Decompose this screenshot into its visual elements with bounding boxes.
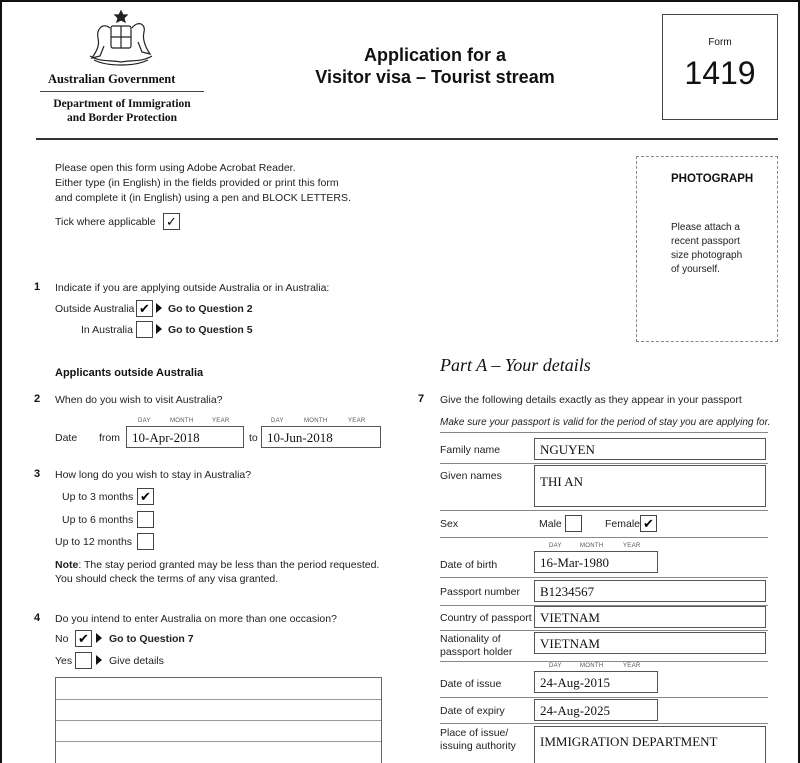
date-of-issue-field[interactable]: 24-Aug-2015 <box>534 671 658 693</box>
separator <box>440 661 768 662</box>
family-name-label: Family name <box>440 444 501 456</box>
male-checkbox[interactable] <box>565 515 582 532</box>
form-number: 1419 <box>684 55 756 91</box>
separator <box>440 723 768 724</box>
goto-question-5: Go to Question 5 <box>168 324 253 336</box>
question-4-text: Do you intend to enter Australia on more than one occasion? <box>55 613 337 625</box>
visit-to-date-field[interactable]: 10-Jun-2018 <box>261 426 381 448</box>
header-divider <box>40 91 204 92</box>
question-number: 3 <box>34 468 41 480</box>
question-1-text: Indicate if you are applying outside Australia or in Australia: <box>55 282 330 294</box>
in-australia-label: In Australia <box>81 324 133 336</box>
org-name: Australian Government <box>48 72 176 86</box>
given-names-label: Given names <box>440 470 502 482</box>
sex-label: Sex <box>440 518 459 530</box>
question-number: 2 <box>34 393 41 405</box>
country-of-passport-field[interactable]: VIETNAM <box>534 606 766 628</box>
separator <box>440 577 768 578</box>
stay-12-months-label: Up to 12 months <box>55 536 133 548</box>
stay-note-line-2: You should check the terms of any visa granted. <box>55 573 279 585</box>
department-name: Department of Immigration and Border Protection <box>53 98 191 124</box>
day-caption: DAY <box>271 418 284 424</box>
multiple-entry-yes-checkbox[interactable] <box>75 652 92 669</box>
year-caption: YEAR <box>348 418 366 424</box>
arrow-right-icon <box>156 303 162 313</box>
passport-number-label: Passport number <box>440 586 520 598</box>
family-name-field[interactable]: NGUYEN <box>534 438 766 460</box>
stay-note: Note: The stay period granted may be less than the period requested. <box>55 559 380 571</box>
photograph-title: PHOTOGRAPH <box>671 173 754 185</box>
date-of-birth-field[interactable]: 16-Mar-1980 <box>534 551 658 573</box>
give-details-label: Give details <box>109 655 164 667</box>
year-caption: YEAR <box>623 663 641 669</box>
visit-from-date-field[interactable]: 10-Apr-2018 <box>126 426 244 448</box>
month-caption: MONTH <box>170 418 194 424</box>
arrow-right-icon <box>96 655 102 665</box>
arrow-right-icon <box>156 324 162 334</box>
tick-example-box: ✓ <box>163 213 180 230</box>
question-number: 4 <box>34 612 41 624</box>
place-of-issue-field[interactable]: IMMIGRATION DEPARTMENT <box>534 726 766 763</box>
year-caption: YEAR <box>623 543 641 549</box>
form-title: Application for a Visitor visa – Tourist stream <box>315 45 555 87</box>
header-rule <box>36 138 778 140</box>
stay-3-months-checkbox[interactable]: ✔ <box>137 488 154 505</box>
question-2-text: When do you wish to visit Australia? <box>55 394 223 406</box>
date-label: Date <box>55 432 78 444</box>
from-label: from <box>99 432 120 444</box>
in-australia-checkbox[interactable] <box>136 321 153 338</box>
day-caption: DAY <box>549 543 562 549</box>
no-label: No <box>55 633 69 645</box>
stay-6-months-checkbox[interactable] <box>137 511 154 528</box>
outside-australia-checkbox[interactable]: ✔ <box>136 300 153 317</box>
to-label: to <box>249 432 258 444</box>
year-caption: YEAR <box>212 418 230 424</box>
female-checkbox[interactable]: ✔ <box>640 515 657 532</box>
stay-3-months-label: Up to 3 months <box>62 491 134 503</box>
month-caption: MONTH <box>580 663 604 669</box>
separator <box>440 630 768 631</box>
photograph-box[interactable] <box>636 156 778 342</box>
nationality-label: Nationality of passport holder <box>440 633 513 658</box>
question-3-text: How long do you wish to stay in Australia? <box>55 469 252 481</box>
male-label: Male <box>539 518 562 530</box>
separator <box>440 697 768 698</box>
passport-number-field[interactable]: B1234567 <box>534 580 766 602</box>
female-label: Female <box>605 518 641 530</box>
section-heading-outside: Applicants outside Australia <box>55 367 204 379</box>
stay-6-months-label: Up to 6 months <box>62 514 134 526</box>
separator <box>440 463 768 464</box>
details-text-area[interactable] <box>55 677 382 763</box>
date-of-expiry-label: Date of expiry <box>440 705 505 717</box>
month-caption: MONTH <box>580 543 604 549</box>
intro-text: Please open this form using Adobe Acrobat Reader. Either type (in English) in the fields provided or print this form and complete it (in English) using a pen and BLOCK LETTERS. <box>55 162 351 204</box>
separator <box>440 510 768 511</box>
photograph-instructions: Please attach a recent passport size photograph of yourself. <box>671 222 743 275</box>
yes-label: Yes <box>55 655 73 667</box>
form-label: Form <box>708 37 732 48</box>
question-7-subtext: Make sure your passport is valid for the period of stay you are applying for. <box>440 417 771 428</box>
month-caption: MONTH <box>304 418 328 424</box>
question-7-text: Give the following details exactly as they appear in your passport <box>440 394 742 406</box>
multiple-entry-no-checkbox[interactable]: ✔ <box>75 630 92 647</box>
place-of-issue-label: Place of issue/ issuing authority <box>440 727 516 752</box>
separator <box>440 537 768 538</box>
day-caption: DAY <box>138 418 151 424</box>
nationality-field[interactable]: VIETNAM <box>534 632 766 654</box>
given-names-field[interactable]: THI AN <box>534 465 766 507</box>
part-a-heading: Part A – Your details <box>440 355 591 375</box>
goto-question-7: Go to Question 7 <box>109 633 194 645</box>
date-of-expiry-field[interactable]: 24-Aug-2025 <box>534 699 658 721</box>
question-number: 7 <box>418 393 425 405</box>
question-number: 1 <box>34 281 41 293</box>
coat-of-arms-icon <box>80 8 162 70</box>
outside-australia-label: Outside Australia <box>55 303 135 315</box>
separator <box>440 432 768 433</box>
country-of-passport-label: Country of passport <box>440 612 532 624</box>
goto-question-2: Go to Question 2 <box>168 303 253 315</box>
arrow-right-icon <box>96 633 102 643</box>
date-of-birth-label: Date of birth <box>440 559 498 571</box>
stay-12-months-checkbox[interactable] <box>137 533 154 550</box>
date-of-issue-label: Date of issue <box>440 678 502 690</box>
tick-instruction: Tick where applicable <box>55 216 156 228</box>
day-caption: DAY <box>549 663 562 669</box>
form-number-box <box>662 14 778 120</box>
